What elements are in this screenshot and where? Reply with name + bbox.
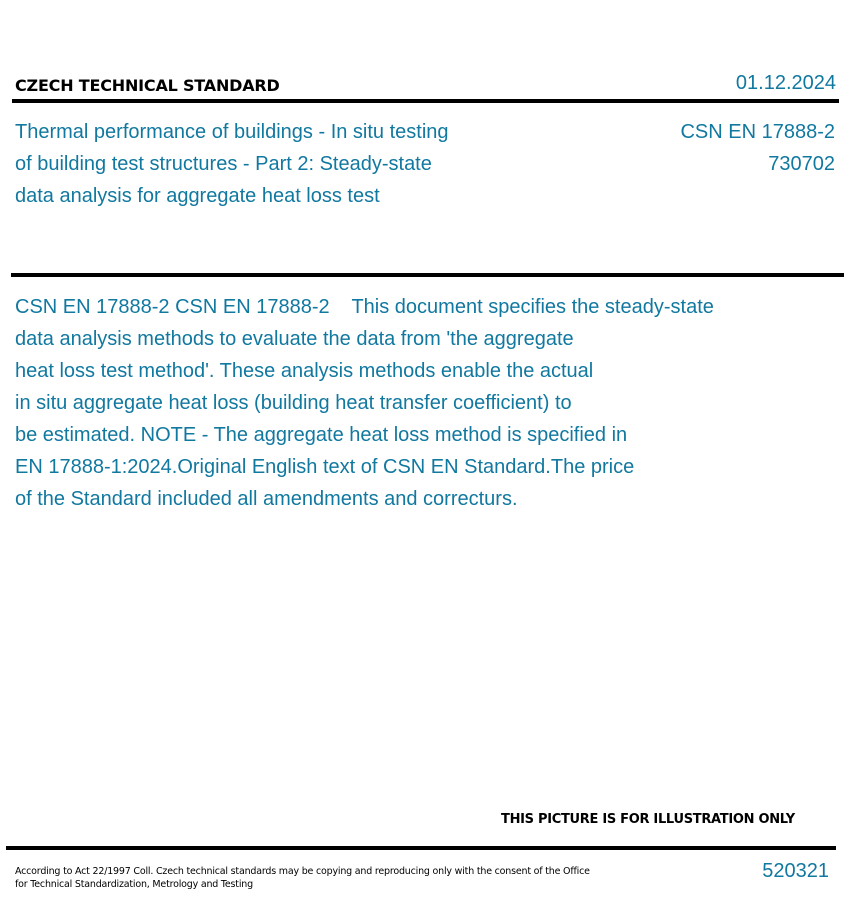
copyright-line: According to Act 22/1997 Coll. Czech technical standards may be copying and reproducing only with the consent of the Office [15,866,590,877]
header-divider [12,99,839,103]
abstract-line: EN 17888-1:2024.Original English text of CSN EN Standard.The price [15,456,635,478]
title-line: Thermal performance of buildings - In situ testing [15,121,449,143]
document-type-label: CZECH TECHNICAL STANDARD [15,76,280,95]
standard-codes [680,116,835,180]
title-line: data analysis for aggregate heat loss test [15,185,380,207]
abstract-line: data analysis methods to evaluate the data from 'the aggregate [15,328,574,350]
publication-date: 01.12.2024 [735,72,836,94]
standard-title [15,116,495,212]
abstract-line: heat loss test method'. These analysis methods enable the actual [15,360,594,382]
abstract-line: in situ aggregate heat loss (building heat transfer coefficient) to [15,392,572,414]
footer-divider [6,846,836,850]
abstract-text [15,291,714,515]
abstract-line: be estimated. NOTE - The aggregate heat loss method is specified in [15,424,628,446]
standard-number: CSN EN 17888-2 [680,121,835,143]
title-divider [11,273,844,277]
copyright-line: for Technical Standardization, Metrology and Testing [15,879,253,890]
abstract-line: CSN EN 17888-2 CSN EN 17888-2 This document specifies the steady-state [15,296,714,318]
title-line: of building test structures - Part 2: Steady-state [15,153,432,175]
illustration-notice: THIS PICTURE IS FOR ILLUSTRATION ONLY [501,812,795,827]
copyright-notice [15,865,595,891]
class-number: 730702 [768,153,835,175]
abstract-line: of the Standard included all amendments and correcturs. [15,488,518,510]
catalog-code: 520321 [762,860,829,882]
